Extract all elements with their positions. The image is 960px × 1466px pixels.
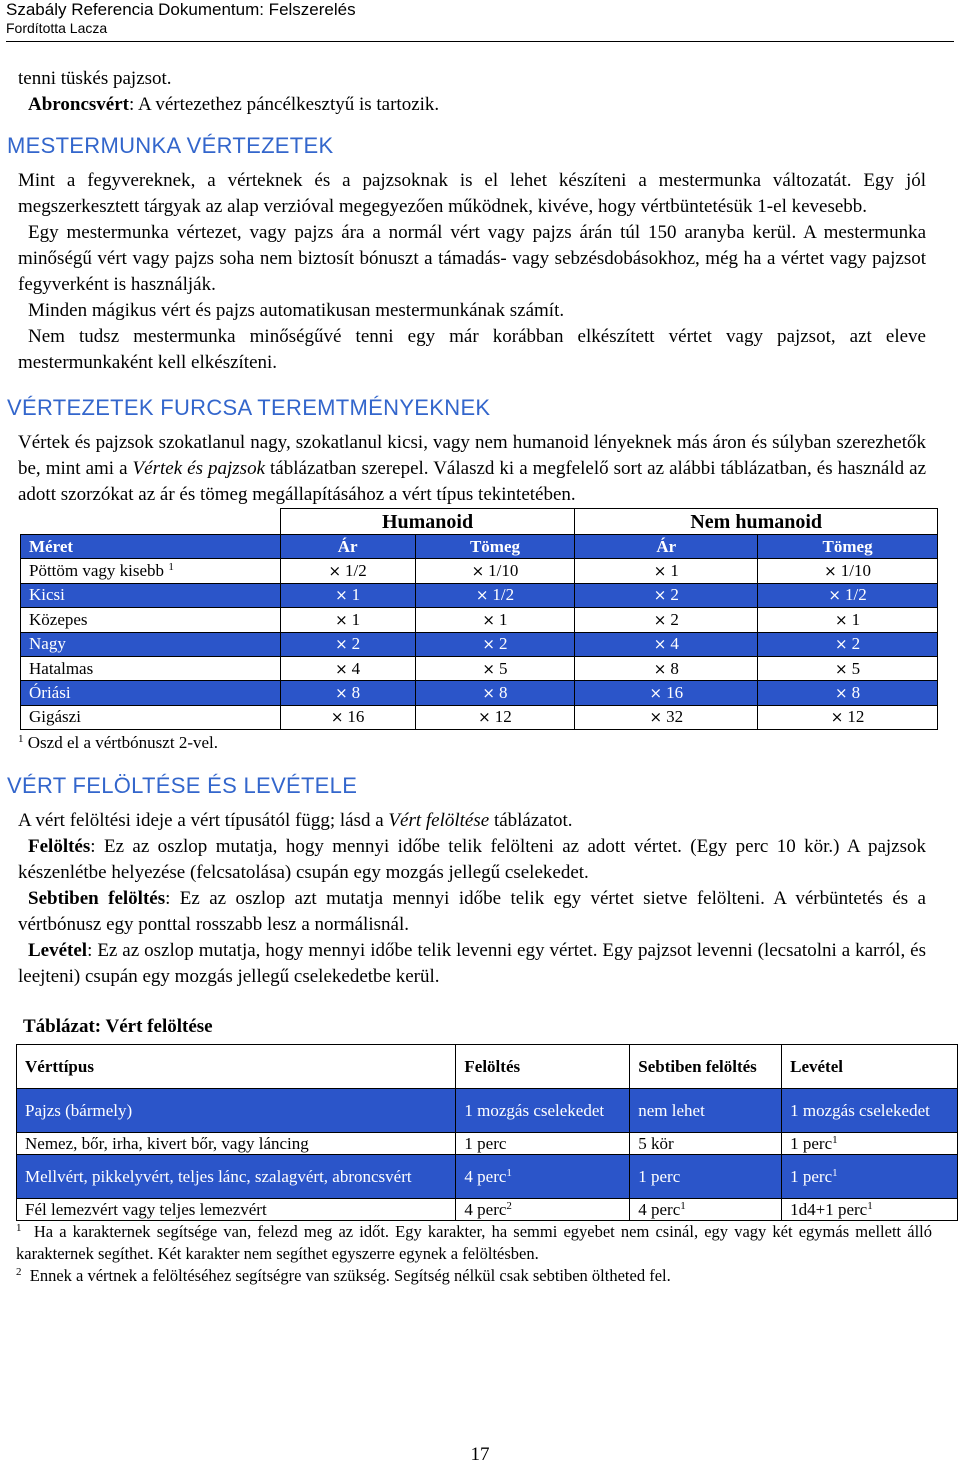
times-icon: × [653,635,667,654]
col-header: Vérttípus [17,1045,456,1089]
col-header: Ár [575,535,758,559]
times-icon: × [328,562,342,581]
document-title: Szabály Referencia Dokumentum: Felszerelés [6,0,356,19]
times-icon: × [482,684,495,703]
times-icon: × [335,586,348,605]
paragraph: A vért felöltési ideje a vért típusától függ; lásd a Vért felöltése táblázatot. [18,810,573,832]
multiplier-cell: × 12 [415,705,575,729]
table-row [21,559,938,583]
table-cell: 1 mozgás cselekedet [456,1089,630,1133]
multiplier-cell: × 1/2 [758,583,938,607]
multiplier-cell: × 5 [415,656,575,680]
col-header: Tömeg [758,535,938,559]
table-cell: 4 perc$^1$ [630,1199,782,1221]
size-cell: Közepes [21,608,281,632]
multiplier-cell: × 1/2 [280,559,415,583]
size-cell: Hatalmas [21,656,281,680]
table-cell: 1 perc [456,1133,630,1155]
multiplier-cell: × 16 [575,681,758,705]
col-header: Sebtiben felöltés [630,1045,782,1089]
intro-line: tenni tüskés pajzsot. [18,68,172,89]
times-icon: × [478,708,491,727]
col-header: Ár [280,535,415,559]
multiplier-cell: × 4 [280,656,415,680]
table-header-row [17,1045,958,1089]
table-row [17,1155,958,1199]
table-cell: 1 mozgás cselekedet [782,1089,958,1133]
multiplier-cell: × 8 [415,681,575,705]
table-row [17,1199,958,1221]
size-cell: Pöttöm vagy kisebb $^1$ [21,559,281,583]
times-icon: × [653,659,667,678]
paragraph: Mint a fegyvereknek, a vérteknek és a pajzsoknak is el lehet készíteni a mestermunka változatát. Egy jól megszerkesztett tárgyak az alap verzióval megegyezően működnek, kivéve, hogy vértbüntetésük 1-el kevesebb. [18,170,926,217]
multiplier-cell: × 16 [280,705,415,729]
multiplier-cell: × 1 [758,608,938,632]
multiplier-cell: × 1 [280,583,415,607]
multiplier-cell: × 4 [575,632,758,656]
multiplier-cell: × 2 [575,583,758,607]
table-row [21,608,938,632]
table-cell: nem lehet [630,1089,782,1133]
multiplier-cell: × 8 [280,681,415,705]
page-header [6,0,356,37]
table-footnote-1: $^1$ Ha a karakternek segítsége van, felezd meg az időt. Egy karakter, ha semmi egyebet nem csinál, egy vagy két egymás mellett álló karakternek segíthet. Két karakter nem segíthet egyszerre egynek a felöltésben. [16,1222,933,1264]
times-icon: × [475,586,489,605]
paragraph: Egy mestermunka vértezet, vagy pajzs ára a normál vért vagy pajzs árán túl 150 aranyba kerül. A mestermunka minőségű vért vagy pajzs soha nem biztosít bónuszt a támadás- vagy sebzésdobásokhoz, még ha a vértet vagy pajzsot fegyverként is használják. [18,222,926,295]
multiplier-cell: × 8 [575,656,758,680]
multiplier-cell: × 2 [280,632,415,656]
size-multiplier-table [20,508,938,730]
times-icon: × [471,562,485,581]
multiplier-cell: × 2 [415,632,575,656]
table-row [21,705,938,729]
times-icon: × [653,610,667,629]
paragraph: Nem tudsz mestermunka minőségűvé tenni egy már korábban elkészített vértet vagy pajzsot, azt eleve mestermunkaként kell elkészíteni. [18,326,926,373]
times-icon: × [649,708,663,727]
table-row [21,656,938,680]
heading-furcsa-teremtmenyek: VÉRTEZETEK FURCSA TEREMTMÉNYEKNEK [7,395,491,420]
table-cell: 4 perc$^2$ [456,1199,630,1221]
multiplier-cell: × 5 [758,656,938,680]
table-row [21,583,938,607]
paragraph: Felöltés: Ez az oszlop mutatja, hogy mennyi időbe telik felölteni az adott vértet. (Egy perc 10 kör.) A pajzsok készenlétbe helyezése (felcsatolása) csupán egy mozgás jellegű cselekedet. [18,836,926,884]
size-cell: Kicsi [21,583,281,607]
paragraph: Minden mágikus vért és pajzs automatikusan mestermunkának számít. [28,300,565,321]
times-icon: × [828,586,841,605]
heading-mestermunka: MESTERMUNKA VÉRTEZETEK [7,133,334,158]
times-icon: × [482,610,495,629]
table-cell: Fél lemezvért vagy teljes lemezvért [17,1199,456,1221]
times-icon: × [482,659,495,678]
times-icon: × [330,708,344,727]
multiplier-cell: × 1/10 [758,559,938,583]
multiplier-cell: × 1/10 [415,559,575,583]
table-cell: Pajzs (bármely) [17,1089,456,1133]
table-cell: Nemez, bőr, irha, kivert bőr, vagy láncing [17,1133,456,1155]
table-cell: 1 perc$^1$ [782,1155,958,1199]
times-icon: × [835,684,848,703]
times-icon: × [649,684,663,703]
intro-abroncsvert: Abroncsvért: A vértezethez páncélkesztyű is tartozik. [28,94,440,115]
times-icon: × [482,635,495,654]
table-cell: 1d4+1 perc$^1$ [782,1199,958,1221]
col-header: Felöltés [456,1045,630,1089]
times-icon: × [653,562,667,581]
col-header: Tömeg [415,535,575,559]
table-row [17,1089,958,1133]
header-divider [6,41,954,42]
table-cell: 5 kör [630,1133,782,1155]
times-icon: × [335,635,348,654]
table-cell: 1 perc$^1$ [782,1133,958,1155]
armor-donning-table [16,1044,958,1221]
multiplier-cell: × 2 [575,608,758,632]
table-footnote-2: $^2$ Ennek a vértnek a felöltéséhez segítségre van szükség. Segítség nélkül csak sebtiben öltheted fel. [16,1266,671,1286]
times-icon: × [335,659,348,678]
group-humanoid: Humanoid [280,509,575,535]
multiplier-cell: × 1 [415,608,575,632]
multiplier-cell: × 2 [758,632,938,656]
table-row [21,632,938,656]
table-caption: Táblázat: Vért felöltése [23,1016,213,1038]
table-cell: Mellvért, pikkelyvért, teljes lánc, szalagvért, abroncsvért [17,1155,456,1199]
times-icon: × [835,610,848,629]
table-row [17,1133,958,1155]
times-icon: × [335,684,348,703]
times-icon: × [653,586,667,605]
multiplier-cell: × 1 [575,559,758,583]
col-header: Méret [21,535,281,559]
times-icon: × [835,659,848,678]
multiplier-cell: × 8 [758,681,938,705]
paragraph: Levétel: Ez az oszlop mutatja, hogy mennyi időbe telik levenni egy vértet. Egy pajzsot levenni (lecsatolni a karról, és leejteni) csupán egy mozgás jellegű cselekedetbe kerül. [18,940,926,988]
table-footnote: $^1$ Oszd el a vértbónuszt 2-vel. [18,733,218,753]
page-number: 17 [470,1444,490,1465]
table-cell: 4 perc$^1$ [456,1155,630,1199]
times-icon: × [824,562,837,581]
size-cell: Gigászi [21,705,281,729]
times-icon: × [830,708,844,727]
translator-credit: Fordította Lacza [6,20,108,36]
table-header-row [21,535,938,559]
term-abroncsvert: Abroncsvért [28,94,129,115]
multiplier-cell: × 32 [575,705,758,729]
paragraph: Vértek és pajzsok szokatlanul nagy, szokatlanul kicsi, vagy nem humanoid lényeknek más áron és súlyban szerezhetők be, mint ami a Vértek és pajzsok táblázatban szerepel. Válaszd ki a megfelelő sort az alábbi táblázatban, és használd az adott szorzókat az ár és tömeg megállapításához a vért típus tekintetében. [18,432,927,505]
page-body [7,66,933,1287]
size-cell: Nagy [21,632,281,656]
heading-felontes: VÉRT FELÖLTÉSE ÉS LEVÉTELE [7,773,358,799]
multiplier-cell: × 1 [280,608,415,632]
times-icon: × [335,610,348,629]
col-header: Levétel [782,1045,958,1089]
group-non-humanoid: Nem humanoid [575,509,938,535]
multiplier-cell: × 12 [758,705,938,729]
size-cell: Óriási [21,681,281,705]
times-icon: × [835,635,848,654]
table-row [21,681,938,705]
paragraph: Sebtiben felöltés: Ez az oszlop azt mutatja mennyi időbe telik egy vértet sietve felölteni. A vérbüntetés és a vértbónusz egy ponttal rosszabb lesz a normálisnál. [18,888,926,936]
table-cell: 1 perc [630,1155,782,1199]
multiplier-cell: × 1/2 [415,583,575,607]
